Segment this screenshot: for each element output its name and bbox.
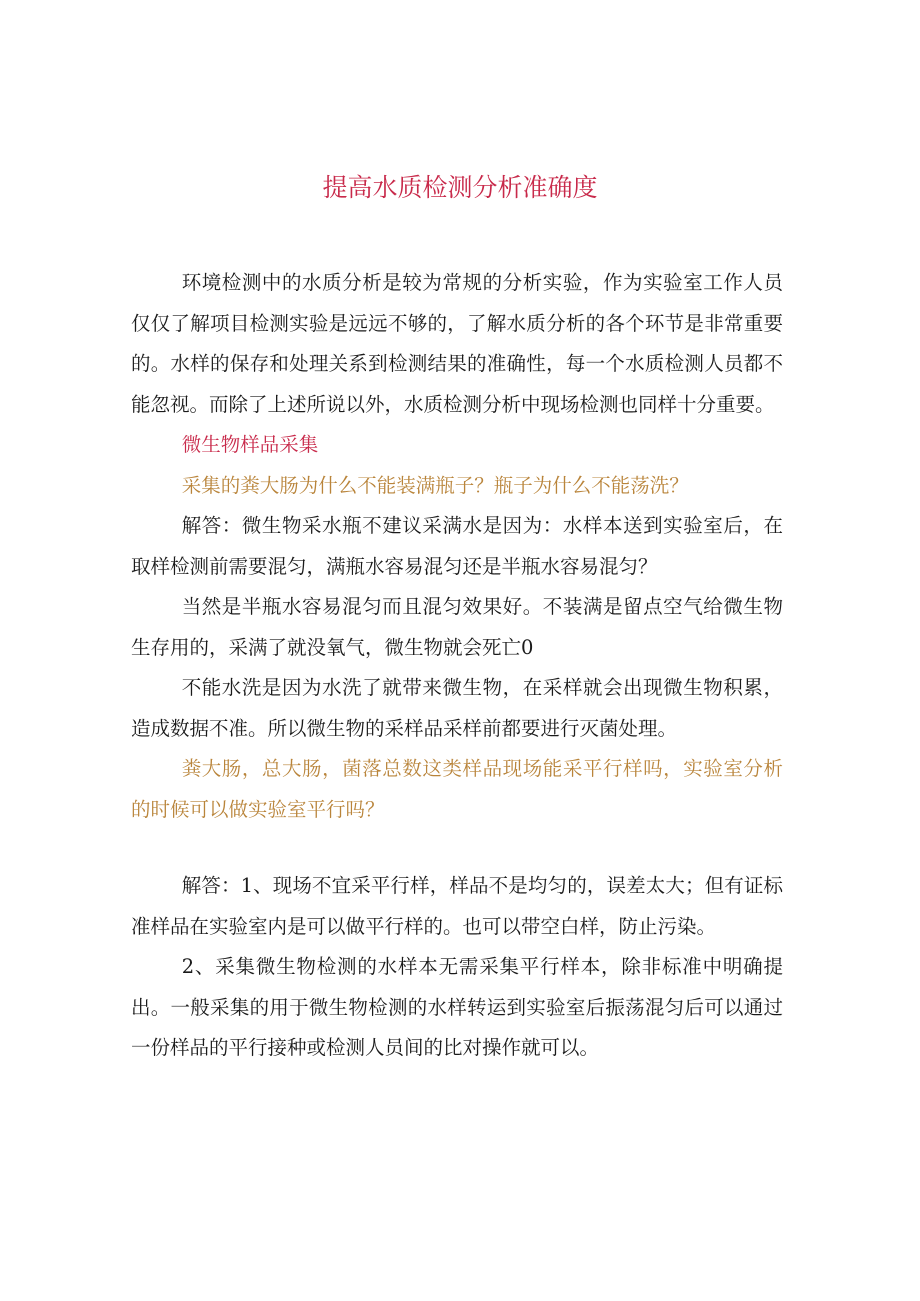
question-1: 采集的粪大肠为什么不能装满瓶子？瓶子为什么不能荡洗？ bbox=[181, 473, 689, 497]
intro-paragraph: 环境检测中的水质分析是较为常规的分析实验，作为实验室工作人员仅仅了解项目检测实验是远远不够的，了解水质分析的各个环节是非常重要的。水样的保存和处理关系到检测结果的准确性，每一个水质检测人员都不能忽视。而除了上述所说以外，水质检测分析中现场检测也同样十分重要。 bbox=[131, 271, 783, 416]
document-body bbox=[131, 263, 783, 1069]
answer-2-paragraph-1: 解答：1、现场不宜采平行样，样品不是均匀的，误差太大；但有证标准样品在实验室内是可以做平行样的。也可以带空白样，防止污染。 bbox=[131, 874, 783, 938]
answer-2-paragraph-2: 2、采集微生物检测的水样本无需采集平行样本，除非标准中明确提出。一般采集的用于微生物检测的水样转运到实验室后振荡混匀后可以通过一份样品的平行接种或检测人员间的比对操作就可以。 bbox=[131, 955, 783, 1059]
answer-1-paragraph-1: 解答：微生物采水瓶不建议采满水是因为：水样本送到实验室后，在取样检测前需要混匀，满瓶水容易混匀还是半瓶水容易混匀？ bbox=[131, 514, 783, 578]
answer-1-paragraph-3: 不能水洗是因为水洗了就带来微生物，在采样就会出现微生物积累，造成数据不准。所以微生物的采样品采样前都要进行灭菌处理。 bbox=[131, 676, 783, 740]
question-2: 粪大肠，总大肠，菌落总数这类样品现场能采平行样吗，实验室分析的时候可以做实验室平行吗？ bbox=[131, 757, 783, 821]
page-title: 提高水质检测分析准确度 bbox=[322, 173, 598, 202]
paragraph-spacer bbox=[131, 830, 783, 866]
section-heading: 微生物样品采集 bbox=[181, 433, 319, 456]
answer-1-paragraph-2: 当然是半瓶水容易混匀而且混匀效果好。不装满是留点空气给微生物生存用的，采满了就没氧气，微生物就会死亡0 bbox=[131, 595, 783, 659]
